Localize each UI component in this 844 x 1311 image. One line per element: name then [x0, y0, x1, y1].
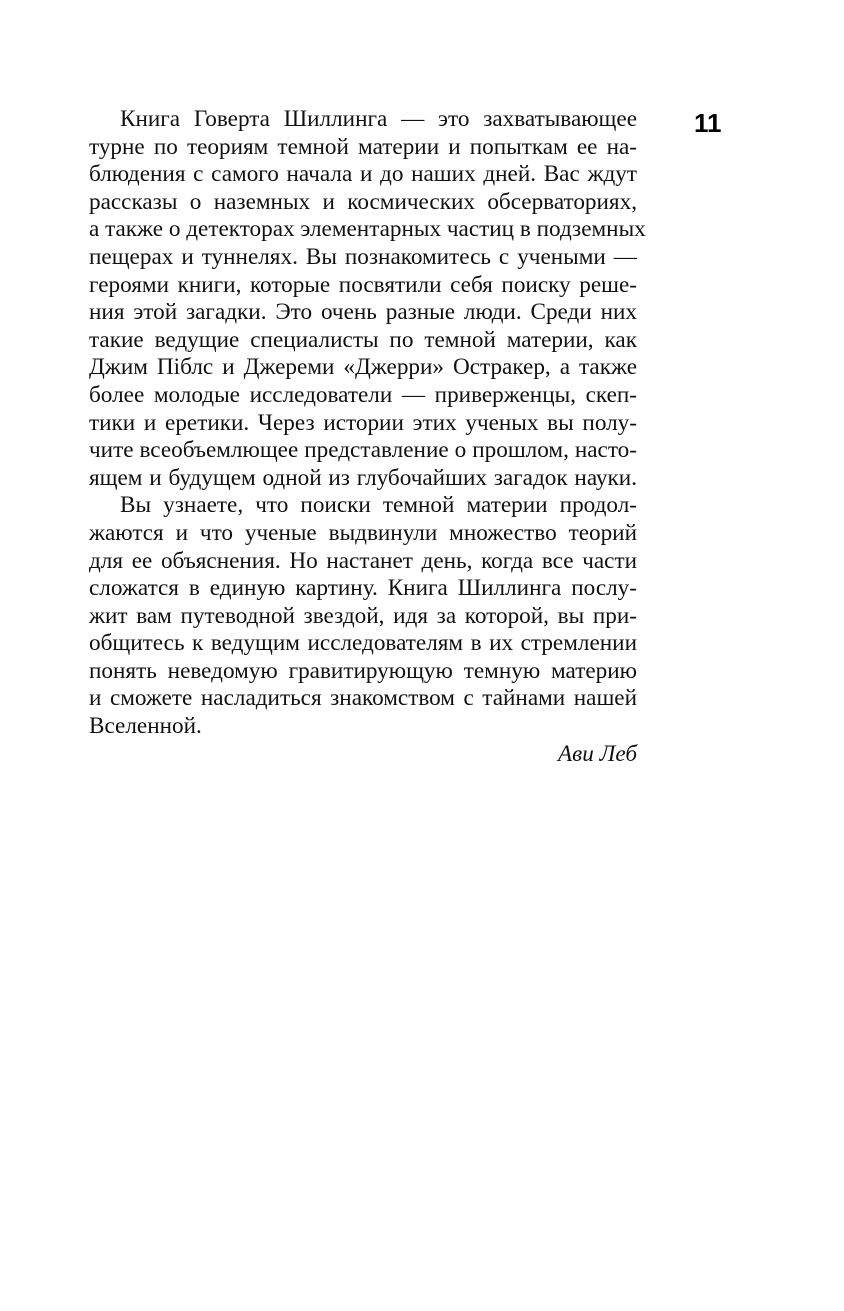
text-line: турне по теориям темной материи и попыткам ее на-: [89, 133, 637, 160]
text-line: чите всеобъемлющее представление о прошлом, насто-: [89, 437, 637, 464]
body-text: [89, 106, 646, 768]
text-line: сложатся в единую картину. Книга Шиллинга послу-: [89, 575, 637, 602]
text-line: жит вам путеводной звездой, идя за которой, вы при-: [89, 602, 637, 629]
text-line: ния этой загадки. Это очень разные люди. Среди них: [89, 299, 637, 326]
paragraph: [89, 106, 646, 492]
text-line: рассказы о наземных и космических обсерваториях,: [89, 188, 637, 215]
text-line: тики и еретики. Через истории этих ученых вы полу-: [89, 409, 637, 436]
text-line: и сможете насладиться знакомством с тайнами нашей: [89, 685, 637, 712]
signature: Ави Леб: [558, 740, 637, 767]
text-line: жаются и что ученые выдвинули множество теорий: [89, 519, 637, 546]
text-line: более молодые исследователи — приверженцы, скеп-: [89, 381, 637, 408]
text-line: понять неведомую гравитирующую темную материю: [89, 657, 637, 684]
page-number: 11: [694, 108, 722, 138]
text-line: героями книги, которые посвятили себя поиску реше-: [89, 271, 637, 298]
text-line: такие ведущие специалисты по темной материи, как: [89, 326, 637, 353]
text-line: для ее объяснения. Но настанет день, когда все части: [89, 547, 637, 574]
text-line: блюдения с самого начала и до наших дней. Вас ждут: [89, 161, 637, 188]
text-line: общитесь к ведущим исследователям в их стремлении: [89, 630, 637, 657]
text-line: пещерах и туннелях. Вы познакомитесь с учеными —: [89, 243, 637, 270]
text-line: Книга Говерта Шиллинга — это захватывающее: [120, 106, 637, 132]
text-line: Вы узнаете, что поиски темной материи продол-: [120, 492, 637, 519]
paragraph: [89, 492, 637, 740]
text-line: ящем и будущем одной из глубочайших загадок науки.: [89, 464, 637, 491]
text-line: Джим Піблс и Джереми «Джерри» Остракер, а также: [89, 354, 637, 381]
text-line: а также о детекторах элементарных частиц в подземных: [89, 216, 646, 243]
text-line: Вселенной.: [89, 713, 202, 740]
